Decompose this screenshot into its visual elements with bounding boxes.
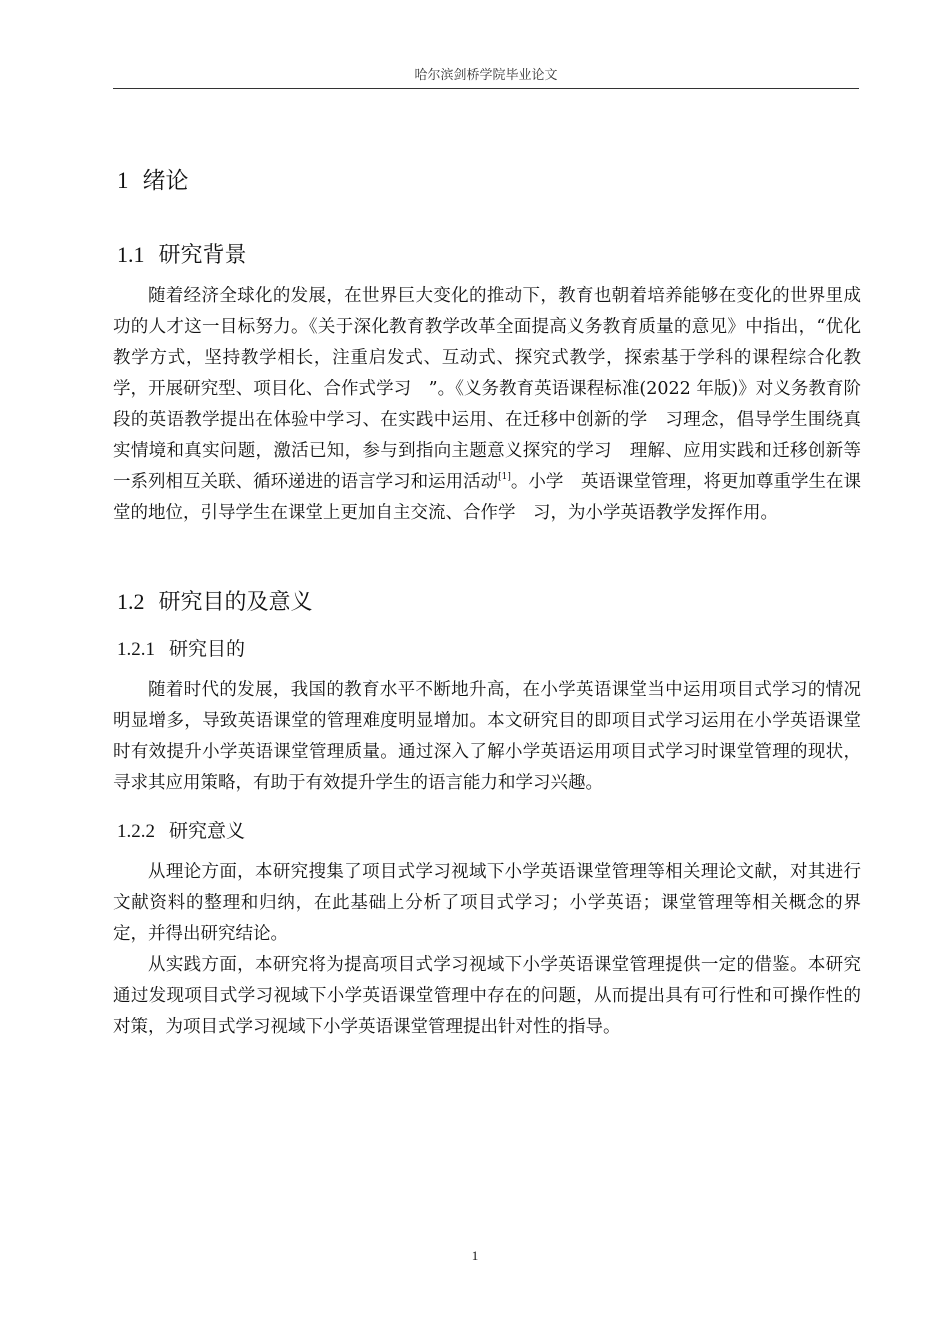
background-text: 随着经济全球化的发展，在世界巨大变化的推动下，教育也朝着培养能够在变化的世界里成功的人才这一目标努力。《关于深化教育教学改革全面提高义务教育质量的意见》中指出，“优化教学方式，坚持教学相长，注重启发式、互动式、探究式教学，探索基于学科的课程综合化教学，开展研究型、项目化、合作式学习 ”。《义务教育英语课程标准(2022 年版)》对义务教育阶段的英语教学提出在体验中学习、在实践中运用、在迁移中创新的学 习理念，倡导学生围绕真实情境和真实问题，激活已知，参与到指向主题意义探究的学习 理解、应用实践和迁移创新等一系列相互关联、循环递进的语言学习和运用活动 [113, 286, 861, 492]
chapter-title: 绪论 [142, 168, 189, 194]
citation-ref: [1] [498, 472, 511, 482]
page-number: 1 [471, 1248, 479, 1263]
paragraph-significance [113, 857, 861, 1043]
subsection-heading-1-2-1 [117, 634, 245, 661]
subsection-heading-1-2-2 [117, 816, 245, 843]
section-number: 1.2 [117, 589, 145, 614]
subsection-title: 研究意义 [169, 820, 246, 842]
purpose-text: 随着时代的发展，我国的教育水平不断地升高，在小学英语课堂当中运用项目式学习的情况明显增多，导致英语课堂的管理难度明显增加。本文研究目的即项目式学习运用在小学英语课堂时有效提升小学英语课堂管理质量。通过深入了解小学英语运用项目式学习时课堂管理的现状，寻求其应用策略，有助于有效提升学生的语言能力和学习兴趣。 [113, 680, 861, 793]
significance-theory-text: 从理论方面，本研究搜集了项目式学习视域下小学英语课堂管理等相关理论文献，对其进行文献资料的整理和归纳，在此基础上分析了项目式学习；小学英语；课堂管理等相关概念的界定，并得出研究结论。 [113, 862, 861, 944]
section-heading-1-1 [117, 238, 247, 269]
significance-practice-text: 从实践方面，本研究将为提高项目式学习视域下小学英语课堂管理提供一定的借鉴。本研究通过发现项目式学习视域下小学英语课堂管理中存在的问题，从而提出具有可行性和可操作性的对策，为项目式学习视域下小学英语课堂管理提出针对性的指导。 [113, 955, 861, 1037]
chapter-heading [117, 162, 189, 195]
header-rule [113, 88, 859, 89]
running-header: 哈尔滨剑桥学院毕业论文 [414, 68, 558, 83]
subsection-number: 1.2.1 [117, 639, 155, 660]
subsection-number: 1.2.2 [117, 821, 155, 842]
background-text-end: 。小学 英语课堂管理，将更加尊重学生在课堂的地位，引导学生在课堂上更加自主交流、合作学 习，为小学英语教学发挥作用。 [113, 472, 862, 523]
section-title: 研究背景 [158, 243, 247, 268]
subsection-title: 研究目的 [169, 638, 246, 660]
section-number: 1.1 [117, 242, 145, 267]
chapter-number: 1 [117, 168, 129, 193]
paragraph-background [113, 281, 861, 529]
paragraph-purpose [113, 675, 861, 799]
section-heading-1-2 [117, 585, 313, 616]
section-title: 研究目的及意义 [158, 590, 313, 615]
